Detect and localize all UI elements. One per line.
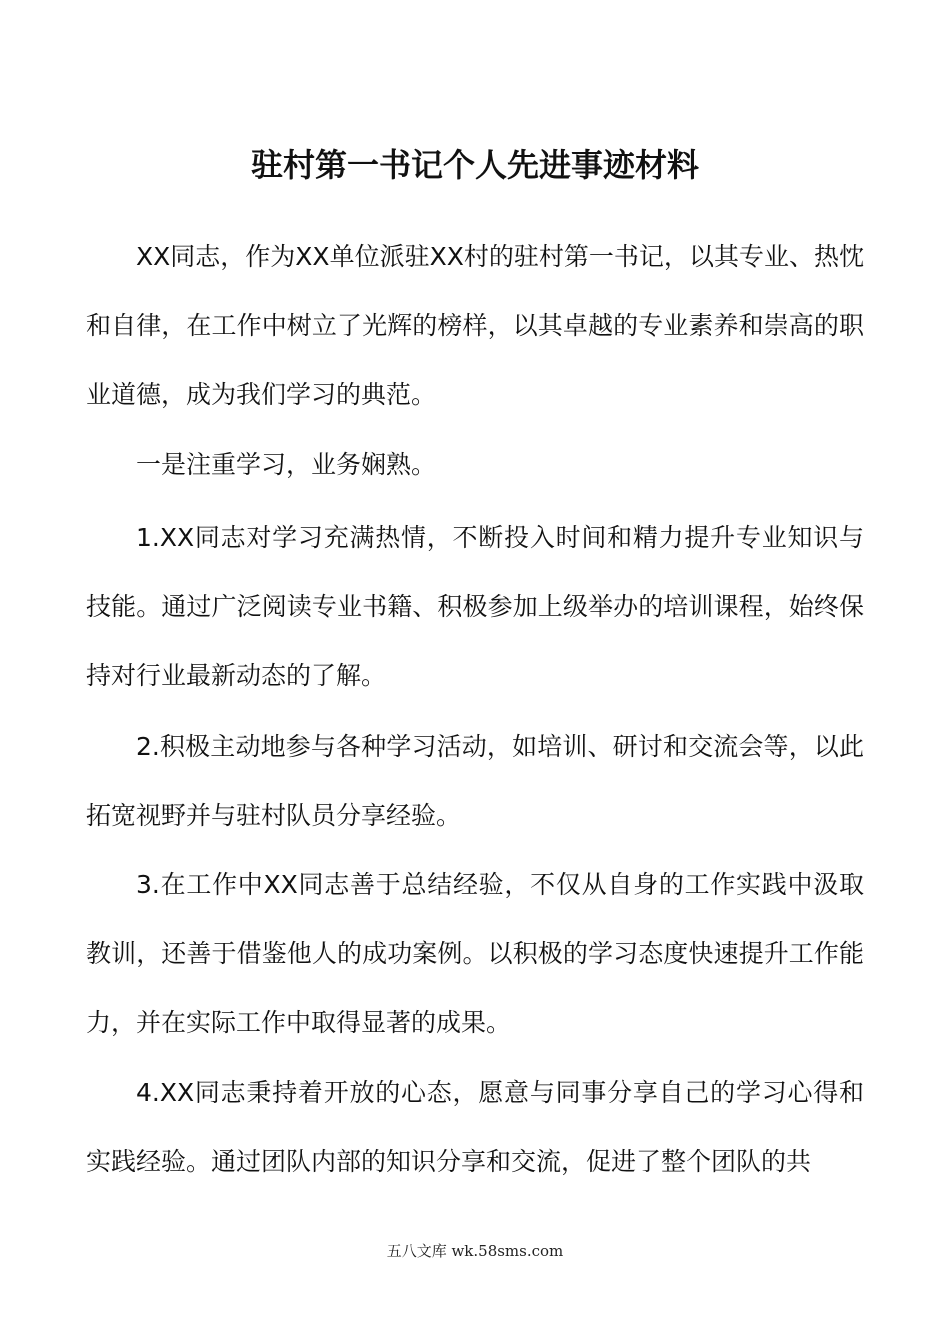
paragraph-item-1: 1.XX同志对学习充满热情，不断投入时间和精力提升专业知识与技能。通过广泛阅读专业书籍、积极参加上级举办的培训课程，始终保持对行业最新动态的了解。 bbox=[86, 523, 864, 690]
paragraph-item-4: 4.XX同志秉持着开放的心态，愿意与同事分享自己的学习心得和实践经验。通过团队内部的知识分享和交流，促进了整个团队的共 bbox=[86, 1078, 864, 1176]
paragraph-item-3: 3.在工作中XX同志善于总结经验，不仅从自身的工作实践中汲取教训，还善于借鉴他人的成功案例。以积极的学习态度快速提升工作能力，并在实际工作中取得显著的成果。 bbox=[86, 870, 864, 1037]
paragraph-intro: XX同志，作为XX单位派驻XX村的驻村第一书记，以其专业、热忱和自律，在工作中树立了光辉的榜样，以其卓越的专业素养和崇高的职业道德，成为我们学习的典范。 bbox=[86, 242, 864, 409]
document-title: 驻村第一书记个人先进事迹材料 bbox=[250, 146, 699, 184]
section-heading: 一是注重学习，业务娴熟。 bbox=[136, 450, 437, 479]
footer-watermark: 五八文库 wk.58sms.com bbox=[386, 1242, 564, 1260]
paragraph-item-2: 2.积极主动地参与各种学习活动，如培训、研讨和交流会等，以此拓宽视野并与驻村队员分享经验。 bbox=[86, 732, 864, 830]
